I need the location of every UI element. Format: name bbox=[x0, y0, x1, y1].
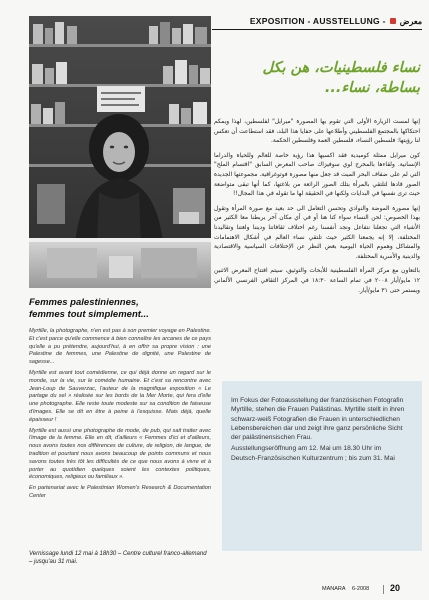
german-opening-info: Ausstellungseröffnung am 12. Mai um 18.30 Uhr im Deutsch-Französischen Kulturzentrum ; bis zum 31. Mai bbox=[231, 445, 395, 462]
arabic-headline-line-2: بساطة، نساء... bbox=[324, 80, 420, 96]
arabic-paragraph: كون ميرايل ممثلة كوميدية فقد اكسبها هذا رؤية خاصة للعالم وللحياة والدراما الإنسانية. ولقاءها بالمخرج لوي سوفيزاك صاحب المعرض السابق "اقتسام الملح" التي لم على ضفاف البحر الميت قد جعل منها مصورة فوتوغرافية. مجموعتها الجديدة الصور قادها لتلتقي بالمرأة بتلك الصور الرائعة من بلاغتها، كما أنها تبقى متواضعة حيث ترى نفسها في البدايات ولكنها في الحقيقة لها ما تقوله في هذا المجال!! bbox=[214, 152, 420, 198]
page-footer bbox=[322, 585, 422, 595]
arabic-headline bbox=[212, 58, 420, 98]
arabic-closing-paragraph: بالتعاون مع مركز المرأة الفلسطينية للأبحاث والتوثيق، سيتم افتتاح المعرض الاثنين ١٢ مايو/أيار ٢٠٠٨ في تمام الساعة ١٨:٣٠ في المركز الثقافي الفرنسي الألماني ويستمر حتى ٣١ مايو/أيار. bbox=[214, 268, 421, 294]
french-partner-note: En partenariat avec le Palestinian Women's Research & Documentation Center bbox=[29, 485, 211, 499]
french-paragraph: Myrtille est avant tout comédienne, ce qui déjà donne un regard sur le monde, sur la vie, sur le comédie humaine. Et c'est sa rencontre avec Jean-Loup de Sauverzac, l'auteur de la magnifique exposition « Le partage du sel » réalisée sur les bords de la Mer Morte, qui fera d'elle une photographe. Elle reste toute modeste sur sa condition de faiseuse d'images. Elle se dit en être à peine à l'esquisse. Mais déjà, quelle épaisseur ! bbox=[29, 369, 211, 423]
arabic-headline-line-1: نساء فلسطينيات، هن بكل bbox=[262, 60, 420, 76]
page-number: 20 bbox=[390, 583, 401, 593]
shop-portrait-image bbox=[29, 16, 211, 288]
german-paragraph: Im Fokus der Fotoausstellung der französischen Fotografin Myrtille, stehen die Frauen Palästinas. Myrtille stellt in ihren schwarz-weiß Fotografien die Frauen in unterschiedlichen Lebensbereichen dar und zeigt ihre ganz persönliche Sicht der palästinensischen Frau. bbox=[231, 397, 405, 442]
issue-label: 6-2008 bbox=[352, 586, 370, 592]
section-header bbox=[212, 14, 422, 28]
french-paragraph: Myrtille est aussi une photographe de mode, de pub, qui sait traiter avec l'image de la femme. Elle en dit, d'ailleurs « Femmes d'ici et d'ailleurs, nous avons toutes nos différences de culture, de religion, de langue, de tradition et pourtant nous avons beaucoup de points communs et nous savons toutes très tôt les difficultés de ce que nous avons à vivre et à porter au quotidien quelques soient les contextes politiques, économiques, religieux ou familiaux ». bbox=[29, 427, 211, 481]
french-paragraph: Myrtille, la photographe, n'en est pas à son premier voyage en Palestine. Et c'est parce qu'elle commence à bien connaître les arcanes de ce pays qu'elle a pu prétendre, aujourd'hui, à en offrir sa propre vision : une Palestine de femmes, une Palestine de dignité, une Palestine de sagesse... bbox=[29, 328, 211, 366]
header-divider bbox=[212, 29, 422, 30]
french-title-line-2: femmes tout simplement... bbox=[29, 309, 149, 320]
footer-divider bbox=[383, 585, 384, 594]
german-info-box bbox=[222, 381, 422, 551]
german-text bbox=[231, 396, 409, 465]
arabic-paragraph: إنها مصورة الموضة والنوادي وتحسن التعامل الى حد بعيد مع صورة المرأة وتقول بهذا الخصوص: لحن النساء سواء كنا هنا أو في أي مكان آخر يربطنا معا الكثير من الأشياء التي تجعلنا نتفاعل ونجد أنفسنا رغم اختلاف ثقافاتنا وديننا ولغتنا وتقاليدنا المختلفة، إلا إنه يجمعنا الكثير حيث تلتقي نساء العالم في أشكال الاهتمامات والمشاكل وهموم الحياة اليومية بغض النظر عن الإختلافات السياسية والاقتصادية والدينية والأسرية المختلفة. bbox=[214, 205, 420, 260]
french-title bbox=[29, 297, 211, 321]
section-marker-icon bbox=[390, 18, 396, 24]
vernissage-line-1: Vernissage lundi 12 mai à 18h30 – Centre culturel franco-allemand bbox=[29, 551, 207, 557]
french-title-line-1: Femmes palestiniennes, bbox=[29, 297, 139, 308]
arabic-paragraph: إنها لمست الزيارة الأولى التي تقوم بها المصورة "ميرايل" لفلسطين، لهذا ويمكم احتكاكها بالمجتمع الفلسطيني وأطلاعها على خفايا هذا البلد، فقد استطاعت أن تعكس لنا رؤيتها: فلسطين النساء، فلسطين العمة وفلسطين الحكمة. bbox=[214, 119, 420, 145]
arabic-article-body bbox=[214, 118, 420, 301]
magazine-name: MANARA bbox=[322, 586, 346, 592]
french-vernissage-info bbox=[29, 550, 211, 566]
section-title-arabic: معرض bbox=[399, 16, 422, 26]
section-title: EXPOSITION - AUSSTELLUNG - bbox=[249, 16, 386, 26]
french-article-body bbox=[29, 328, 211, 504]
exhibition-photo bbox=[29, 16, 211, 288]
vernissage-line-2: – jusqu'au 31 mai. bbox=[29, 559, 78, 565]
